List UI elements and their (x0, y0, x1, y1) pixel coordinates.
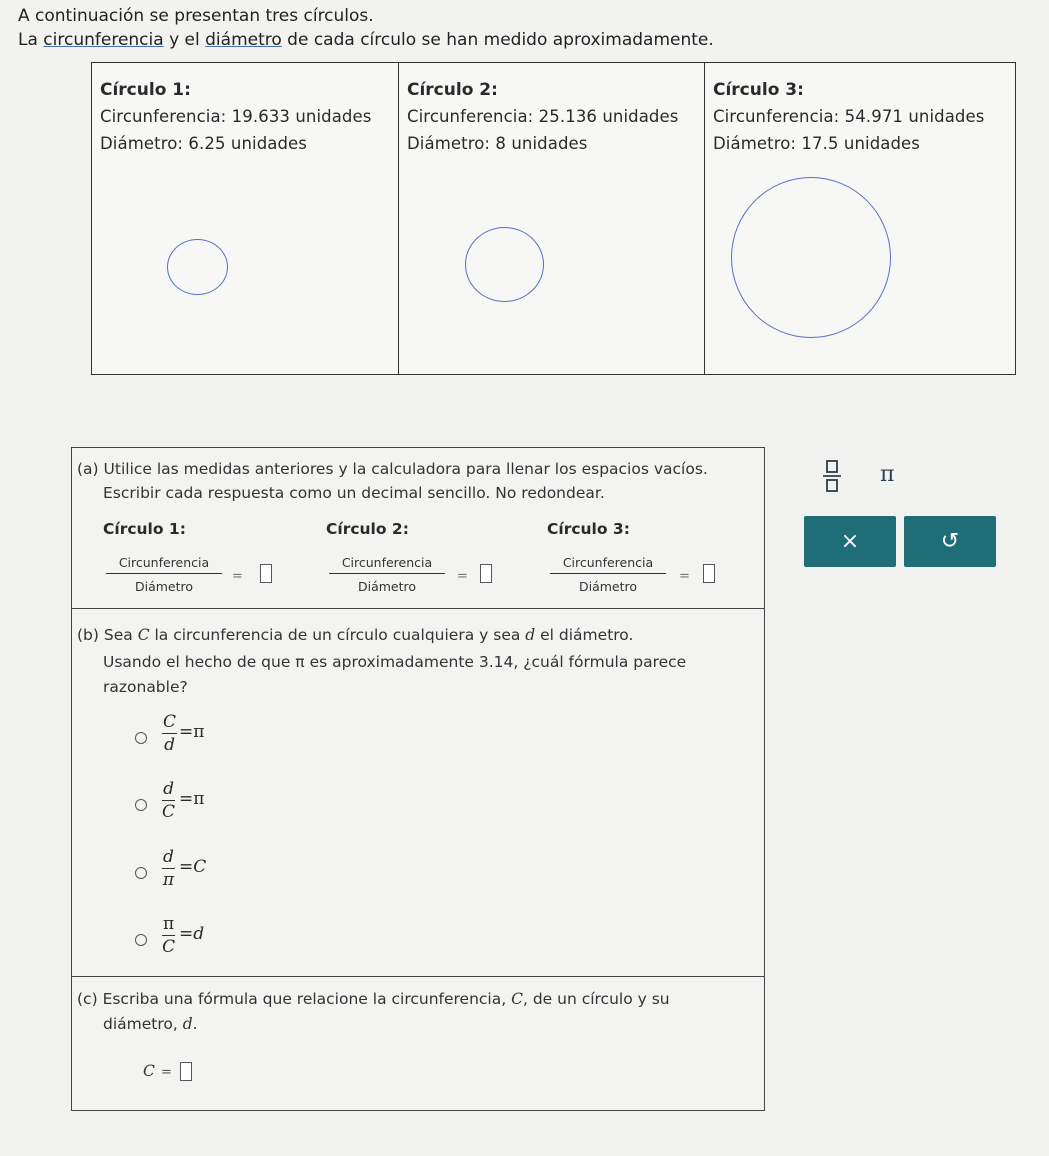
circle-3-circumference: Circunferencia: 54.971 unidades (713, 107, 985, 126)
circle-2-cell (398, 63, 704, 374)
circle-3-title: Círculo 3: (713, 80, 804, 100)
circles-table (91, 62, 1016, 375)
undo-icon: ↺ (940, 529, 960, 554)
diametro-link[interactable]: diámetro (205, 30, 282, 50)
undo-button[interactable] (904, 516, 996, 567)
circle-3-shape (731, 177, 891, 338)
option-rhs: =π (179, 722, 205, 742)
fraction-icon[interactable] (821, 457, 843, 495)
option-rhs: =π (179, 789, 205, 809)
radio-button[interactable] (135, 934, 147, 946)
ratio-fraction-3: Circunferencia Diámetro (550, 555, 666, 594)
part-c-line-1: (c) Escriba una fórmula que relacione la circunferencia, C, de un círculo y su (77, 990, 670, 1008)
circle-1-shape (167, 239, 228, 295)
part-a-line-1: (a) Utilice las medidas anteriores y la calculadora para llenar los espacios vacíos. (77, 460, 708, 478)
circle-1-circumference: Circunferencia: 19.633 unidades (100, 107, 372, 126)
clear-button[interactable] (804, 516, 896, 567)
part-c-lhs: C (143, 1062, 155, 1080)
part-a-circle-2-title: Círculo 2: (326, 520, 409, 538)
circle-3-diameter: Diámetro: 17.5 unidades (713, 134, 921, 153)
equals-sign: = (232, 569, 243, 584)
intro-text: de cada círculo se han medido aproximadamente. (281, 30, 714, 50)
part-c (72, 976, 764, 1110)
part-a (72, 448, 764, 609)
part-a-line-2: Escribir cada respuesta como un decimal sencillo. No redondear. (103, 484, 605, 502)
ratio-fraction-1: Circunferencia Diámetro (106, 555, 222, 594)
circunferencia-link[interactable]: circunferencia (43, 30, 164, 50)
equals-sign: = (679, 569, 690, 584)
question-panel (71, 447, 765, 1111)
radio-button[interactable] (135, 867, 147, 879)
intro-line-1: A continuación se presentan tres círculos. (18, 6, 374, 26)
circle-2-shape (465, 227, 544, 302)
circle-1-cell (92, 63, 398, 374)
equals-sign: = (457, 569, 468, 584)
option-fraction: d C (162, 779, 176, 822)
option-fraction: d π (162, 847, 175, 890)
ratio-fraction-2: Circunferencia Diámetro (329, 555, 445, 594)
part-c-line-2: diámetro, d. (103, 1015, 198, 1033)
circle-2-title: Círculo 2: (407, 80, 498, 100)
option-rhs: =d (179, 924, 205, 944)
intro-line-2 (18, 30, 714, 50)
circle-1-title: Círculo 1: (100, 80, 191, 100)
part-a-circle-3-title: Círculo 3: (547, 520, 630, 538)
radio-button[interactable] (135, 799, 147, 811)
circle-2-circumference: Circunferencia: 25.136 unidades (407, 107, 679, 126)
part-b-line-1: (b) Sea C la circunferencia de un círculo cualquiera y sea d el diámetro. (77, 626, 634, 644)
part-a-circle-1-title: Círculo 1: (103, 520, 186, 538)
answer-box-circle-1[interactable] (260, 564, 272, 583)
part-b-line-3: razonable? (103, 678, 188, 696)
option-fraction: C d (163, 712, 177, 755)
intro-text: La (18, 30, 44, 50)
part-b-line-2: Usando el hecho de que π es aproximadamente 3.14, ¿cuál fórmula parece (103, 653, 687, 671)
circle-1-diameter: Diámetro: 6.25 unidades (100, 134, 308, 153)
part-b (72, 608, 764, 977)
intro-text: y el (163, 30, 206, 50)
circle-3-cell (704, 63, 1016, 374)
answer-box-formula[interactable] (180, 1062, 192, 1081)
answer-box-circle-2[interactable] (480, 564, 492, 583)
option-rhs: =C (179, 857, 207, 877)
option-fraction: π C (162, 914, 176, 957)
equals-sign: = (161, 1065, 172, 1080)
answer-box-circle-3[interactable] (703, 564, 715, 583)
radio-button[interactable] (135, 732, 147, 744)
pi-button[interactable]: π (880, 462, 895, 487)
close-icon: × (840, 529, 860, 554)
circle-2-diameter: Diámetro: 8 unidades (407, 134, 588, 153)
